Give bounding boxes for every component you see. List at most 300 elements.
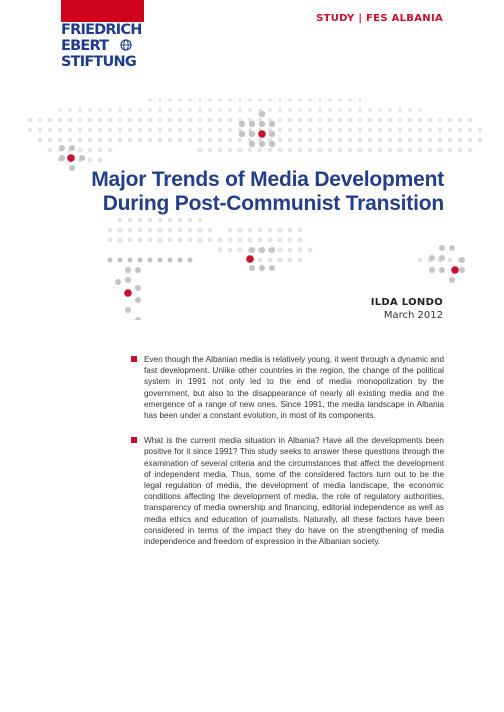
map-dot	[188, 218, 192, 222]
map-dot	[429, 255, 435, 261]
map-dot	[298, 108, 302, 112]
map-dot	[148, 218, 152, 222]
map-dot	[148, 138, 152, 142]
map-dot	[168, 238, 173, 243]
map-dot	[178, 128, 182, 132]
map-dot	[188, 138, 192, 142]
map-dot	[458, 148, 463, 153]
map-dot	[338, 108, 342, 112]
map-dot	[148, 228, 153, 233]
map-dot	[168, 98, 171, 101]
map-dot	[238, 148, 243, 153]
map-dot	[168, 118, 172, 122]
map-dot	[288, 138, 292, 142]
map-dot	[368, 138, 372, 142]
map-dot	[428, 118, 432, 122]
map-dot	[408, 148, 413, 153]
map-dot	[138, 238, 143, 243]
bullet-icon	[131, 437, 137, 443]
map-dot	[128, 108, 132, 112]
map-dot	[298, 228, 303, 233]
map-dot	[269, 141, 275, 147]
map-dot	[259, 121, 265, 127]
map-dot	[138, 258, 143, 263]
map-dot	[358, 118, 362, 122]
map-dot	[308, 128, 312, 132]
map-dot	[418, 128, 422, 132]
map-dot	[158, 238, 163, 243]
map-dot	[318, 148, 323, 153]
summary-text: What is the current media situation in Albania? Have all the developments been positive for it since 1991? This study seeks to answer these questions through the examination of several criteria and the circumstances that affect the development of independent media. Thus, some of the considered factors turn out to be the legal regulation of media, the development of media landscape, the economic conditions affecting the development of media, the role of regulatory authorities, transparency of media ownership and financing, editorial independence as well as media ethics and education of journalists. Naturally, all these factors have been considered in terms of the impact they do have on the strengthening of media independence and freedom of expression in the Albanian society.	[144, 436, 444, 547]
map-dot	[158, 258, 163, 263]
map-dot	[318, 128, 322, 132]
map-dot	[298, 98, 301, 101]
map-dot	[78, 118, 82, 122]
series-label: STUDY | FES ALBANIA	[316, 13, 443, 24]
map-dot	[458, 118, 462, 122]
map-dot	[278, 108, 282, 112]
map-dot	[138, 228, 143, 233]
map-highlight-dot	[124, 289, 132, 297]
map-dot	[238, 108, 242, 112]
map-dot	[378, 118, 382, 122]
map-dot	[288, 148, 293, 153]
map-dot	[228, 148, 233, 153]
map-dot	[208, 108, 212, 112]
map-dot	[78, 108, 82, 112]
fes-logo	[61, 22, 161, 70]
map-dot	[148, 238, 153, 243]
map-dot	[288, 118, 292, 122]
map-dot	[269, 131, 275, 137]
map-dot	[208, 138, 212, 142]
map-dot	[188, 228, 193, 233]
map-dot	[258, 238, 263, 243]
map-dot	[108, 258, 113, 263]
map-dot	[88, 128, 92, 132]
map-dot	[298, 138, 302, 142]
map-dot	[448, 258, 453, 263]
map-dot	[298, 258, 303, 263]
map-dot	[128, 138, 132, 142]
map-dot	[308, 248, 313, 253]
map-dot	[408, 108, 412, 112]
map-dot	[48, 118, 52, 122]
map-dot	[278, 248, 283, 253]
bullet-icon	[131, 356, 137, 362]
map-dot	[78, 138, 82, 142]
document-title	[60, 168, 444, 216]
map-dot	[238, 228, 243, 233]
map-dot	[108, 238, 113, 243]
map-dot	[198, 238, 203, 243]
map-dot	[228, 228, 233, 233]
map-dot	[338, 138, 342, 142]
map-dot	[98, 158, 103, 163]
map-dot	[58, 128, 62, 132]
logo-line-2: EBERT	[61, 38, 109, 54]
map-dot	[128, 258, 133, 263]
map-dot	[259, 111, 265, 117]
map-dot	[248, 238, 253, 243]
map-dot	[358, 128, 362, 132]
map-dot	[308, 148, 313, 153]
map-dot	[78, 128, 82, 132]
map-dot	[318, 138, 322, 142]
map-dot	[48, 128, 52, 132]
map-dot	[148, 98, 151, 101]
map-dot	[248, 228, 253, 233]
summary-section	[128, 354, 444, 561]
map-dot	[158, 118, 162, 122]
map-dot	[249, 265, 255, 271]
map-dot	[378, 108, 382, 112]
map-dot	[118, 218, 122, 222]
map-dot	[318, 118, 322, 122]
map-dot	[278, 228, 283, 233]
map-dot	[28, 128, 32, 132]
map-dot	[68, 128, 72, 132]
map-dot	[418, 138, 422, 142]
map-dot	[468, 128, 472, 132]
map-dot	[439, 255, 445, 261]
logo-line-1: FRIEDRICH	[61, 22, 142, 38]
map-dot	[259, 265, 265, 271]
map-dot	[118, 138, 122, 142]
map-dot	[239, 121, 245, 127]
map-dot	[168, 108, 172, 112]
map-dot	[288, 258, 293, 263]
map-dot	[78, 148, 83, 153]
map-dot	[108, 138, 112, 142]
map-dot	[238, 138, 242, 142]
map-dot	[118, 118, 122, 122]
map-dot	[448, 118, 452, 122]
map-dot	[428, 128, 432, 132]
map-dot	[368, 118, 372, 122]
logo-red-bar	[61, 0, 144, 22]
map-dot	[249, 247, 255, 253]
map-dot	[358, 108, 362, 112]
map-dot	[208, 118, 212, 122]
map-dot	[408, 118, 412, 122]
map-dot	[178, 118, 182, 122]
map-dot	[298, 148, 303, 153]
map-dot	[238, 238, 243, 243]
map-dot	[218, 108, 222, 112]
map-dot	[79, 155, 85, 161]
title-line-2: During Post-Communist Transition	[102, 192, 444, 215]
map-dot	[318, 98, 321, 101]
map-dot	[188, 108, 192, 112]
map-dot	[198, 218, 202, 222]
map-dot	[428, 148, 433, 153]
map-dot	[218, 238, 223, 243]
map-dot	[115, 279, 121, 285]
map-dot	[468, 118, 472, 122]
map-dot	[158, 138, 162, 142]
map-dot	[278, 258, 283, 263]
map-dot	[158, 128, 162, 132]
map-dot	[218, 118, 222, 122]
map-dot	[98, 128, 102, 132]
map-dot	[118, 128, 122, 132]
map-dot	[268, 228, 273, 233]
summary-paragraph	[128, 354, 444, 421]
map-dot	[288, 238, 293, 243]
map-dot	[449, 245, 455, 251]
map-dot	[128, 128, 132, 132]
map-dot	[178, 138, 182, 142]
map-dot	[268, 108, 272, 112]
map-dot	[158, 228, 163, 233]
map-dot	[218, 128, 222, 132]
map-highlight-dot	[451, 266, 459, 274]
map-dot	[198, 148, 203, 153]
map-dot	[135, 285, 141, 291]
logo-line-3: STIFTUNG	[61, 54, 136, 70]
map-dot	[478, 138, 482, 142]
map-dot	[448, 128, 452, 132]
map-dot	[298, 238, 303, 243]
map-dot	[248, 98, 251, 101]
map-dot	[108, 128, 112, 132]
map-dot	[178, 108, 182, 112]
author-block	[371, 297, 443, 321]
map-highlight-dot	[67, 154, 75, 162]
map-dot	[148, 258, 153, 263]
map-dot	[168, 258, 173, 263]
map-dot	[459, 267, 465, 273]
map-dot	[328, 118, 332, 122]
map-dot	[218, 248, 223, 253]
author-name: ILDA LONDO	[370, 297, 443, 308]
map-dot	[338, 98, 341, 101]
map-dot	[218, 98, 221, 101]
map-dot	[108, 148, 113, 153]
map-dot	[88, 148, 93, 153]
map-dot	[48, 148, 53, 153]
map-dot	[98, 138, 102, 142]
map-dot	[108, 228, 113, 233]
map-dot	[439, 267, 445, 273]
map-dot	[198, 228, 203, 233]
map-dot	[308, 138, 312, 142]
map-dot	[58, 108, 62, 112]
map-dot	[338, 128, 342, 132]
map-dot	[188, 238, 193, 243]
map-dot	[228, 238, 233, 243]
map-dot	[208, 128, 212, 132]
map-dot	[418, 148, 423, 153]
map-dot	[249, 131, 255, 137]
map-dot	[138, 128, 142, 132]
map-dot	[138, 138, 142, 142]
map-dot	[269, 121, 275, 127]
map-dot	[308, 108, 312, 112]
map-dot	[188, 258, 193, 263]
map-dot	[268, 98, 271, 101]
map-dot	[468, 148, 473, 153]
map-dot	[118, 238, 123, 243]
map-dot	[158, 218, 162, 222]
map-dot	[328, 108, 332, 112]
map-dot	[138, 118, 142, 122]
map-dot	[249, 141, 255, 147]
map-dot	[288, 228, 293, 233]
summary-text: Even though the Albanian media is relatively young, it went through a dynamic and fast development. Unlike other countries in the region, the change of the political system in 1991 not only led to the end of media monopolization by the government, but also to the disappearance of nearly all existing media and the emergence of a range of new ones. Since 1991, the media landscape in Albania has been under a constant evolution, in most of its components.	[144, 355, 444, 421]
map-dot	[228, 108, 232, 112]
map-dot	[258, 228, 263, 233]
map-dot	[468, 138, 472, 142]
map-dot	[248, 108, 252, 112]
map-dot	[188, 98, 191, 101]
map-dot	[408, 138, 412, 142]
map-dot	[59, 145, 65, 151]
map-dot	[238, 98, 241, 101]
map-dot	[198, 138, 202, 142]
map-dot	[298, 128, 302, 132]
map-dot	[208, 98, 211, 101]
map-dot	[298, 248, 303, 253]
map-dot	[135, 297, 141, 303]
map-dot	[398, 128, 402, 132]
map-dot	[328, 98, 331, 101]
map-dot	[135, 317, 141, 320]
map-dot	[259, 141, 265, 147]
map-dot	[258, 148, 263, 153]
map-dot	[378, 128, 382, 132]
map-dot	[68, 108, 72, 112]
map-dot	[59, 155, 65, 161]
map-dot	[308, 118, 312, 122]
map-dot	[138, 108, 142, 112]
map-dot	[108, 108, 112, 112]
map-dot	[348, 118, 352, 122]
map-dot	[188, 118, 192, 122]
map-dot	[278, 238, 283, 243]
map-dot	[388, 108, 392, 112]
publication-date: March 2012	[383, 310, 443, 321]
map-dot	[398, 108, 402, 112]
map-dot	[378, 148, 383, 153]
map-dot	[188, 128, 192, 132]
map-highlight-dot	[258, 130, 266, 138]
map-dot	[138, 218, 142, 222]
map-dot	[128, 218, 132, 222]
map-dot	[429, 267, 435, 273]
map-dot	[178, 98, 181, 101]
map-dot	[228, 98, 231, 101]
map-dot	[348, 128, 352, 132]
map-dot	[178, 228, 183, 233]
map-dot	[118, 108, 122, 112]
map-dot	[178, 218, 182, 222]
map-dot	[358, 98, 361, 101]
map-dot	[248, 148, 253, 153]
map-dot	[58, 138, 62, 142]
map-dot	[368, 148, 373, 153]
map-dot	[68, 118, 72, 122]
globe-icon	[120, 39, 132, 51]
map-dot	[328, 128, 332, 132]
map-dot	[88, 108, 92, 112]
map-dot	[348, 138, 352, 142]
map-dot	[268, 238, 273, 243]
map-dot	[208, 228, 213, 233]
map-dot	[278, 148, 283, 153]
map-dot	[98, 108, 102, 112]
map-dot	[88, 138, 92, 142]
map-dot	[228, 128, 232, 132]
map-dot	[125, 267, 131, 273]
map-dot	[158, 98, 161, 101]
map-dot	[178, 238, 183, 243]
map-dot	[348, 98, 351, 101]
map-dot	[158, 108, 162, 112]
map-dot	[388, 148, 393, 153]
map-dot	[438, 138, 442, 142]
map-dot	[148, 118, 152, 122]
map-dot	[128, 118, 132, 122]
map-dot	[368, 128, 372, 132]
map-dot	[358, 148, 363, 153]
map-dot	[88, 158, 93, 163]
map-dot	[398, 148, 403, 153]
map-dot	[268, 258, 273, 263]
map-dot	[239, 131, 245, 137]
map-dot	[408, 128, 412, 132]
map-dot	[38, 128, 42, 132]
map-dot	[418, 258, 423, 263]
map-dot	[458, 128, 462, 132]
map-highlight-dot	[246, 255, 254, 263]
map-dot	[459, 257, 465, 263]
map-dot	[68, 138, 72, 142]
map-dot	[228, 248, 233, 253]
map-dot	[338, 148, 343, 153]
map-dot	[328, 148, 333, 153]
map-dot	[178, 258, 183, 263]
map-dot	[268, 148, 273, 153]
map-dot	[198, 98, 201, 101]
map-dot	[168, 228, 173, 233]
map-dot	[208, 238, 213, 243]
map-dot	[328, 138, 332, 142]
map-dot	[168, 138, 172, 142]
map-dot	[338, 118, 342, 122]
map-dot	[288, 248, 293, 253]
map-dot	[228, 118, 232, 122]
map-dot	[358, 138, 362, 142]
map-dot	[125, 307, 131, 313]
map-dot	[38, 118, 42, 122]
map-dot	[135, 267, 141, 273]
map-dot	[398, 118, 402, 122]
map-dot	[448, 148, 453, 153]
map-dot	[308, 98, 311, 101]
summary-paragraph	[128, 435, 444, 547]
map-dot	[88, 118, 92, 122]
map-dot	[128, 228, 133, 233]
map-dot	[438, 128, 442, 132]
map-dot	[269, 247, 275, 253]
map-dot	[458, 138, 462, 142]
map-dot	[259, 247, 265, 253]
map-dot	[439, 245, 445, 251]
map-dot	[449, 277, 455, 283]
map-dot	[58, 118, 62, 122]
